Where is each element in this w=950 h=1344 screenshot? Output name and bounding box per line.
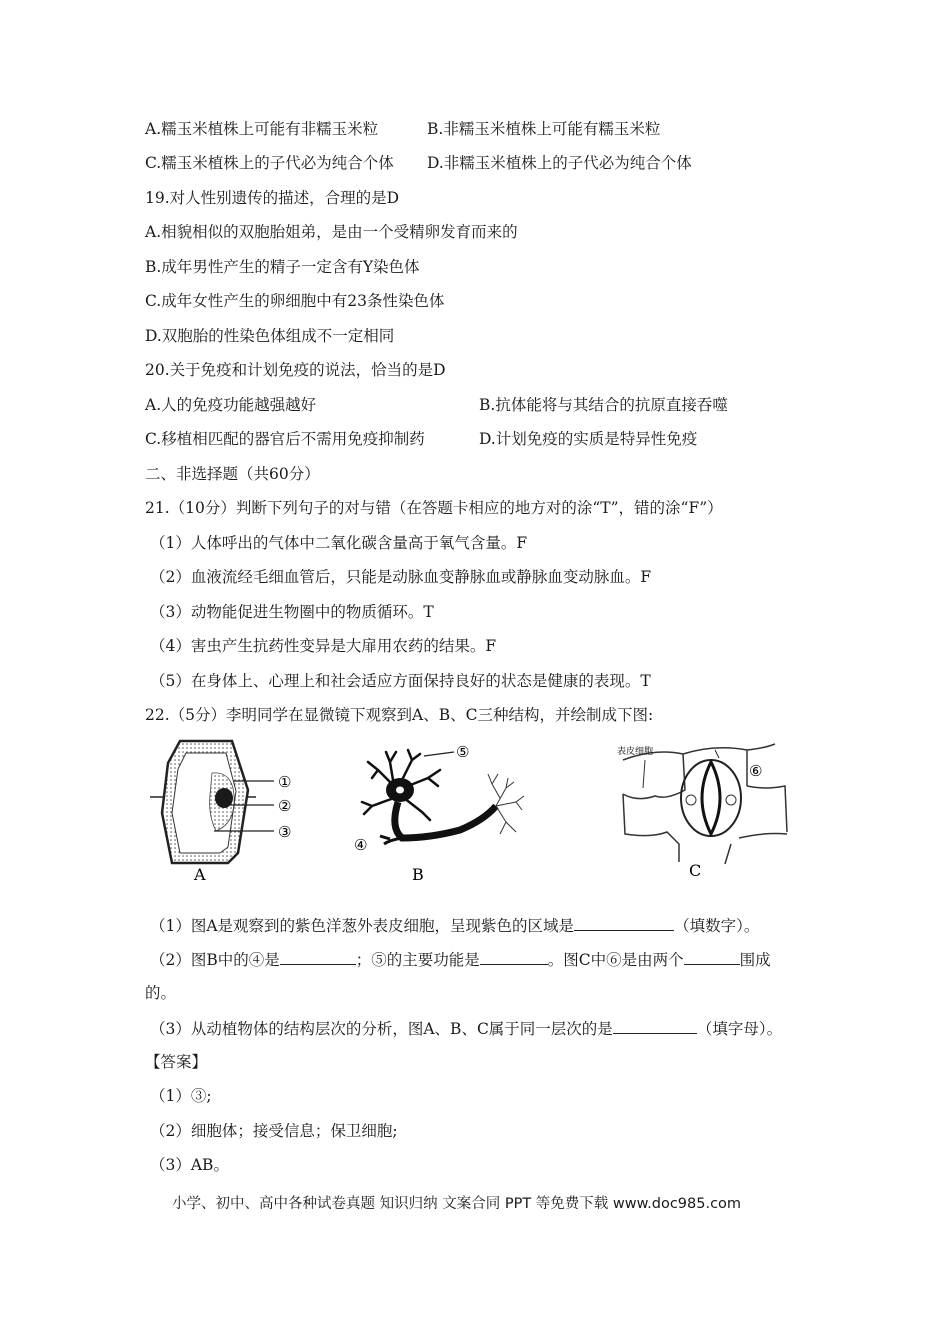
answer-line-1: （1）③; <box>150 1087 212 1105</box>
figure-a-cell <box>150 735 310 885</box>
answer-blank-5[interactable] <box>613 1017 697 1034</box>
q20-option-d: D.计划免疫的实质是特异性免疫 <box>479 430 698 448</box>
label-1: ① <box>278 773 292 791</box>
label-3: ③ <box>278 823 292 841</box>
q20-option-a: A.人的免疫功能越强越好 <box>145 396 317 414</box>
q21-item-4: （4）害虫产生抗药性变异是大扉用农药的结果。F <box>150 637 497 655</box>
q21-item-2: （2）血液流经毛细血管后，只能是动脉血变静脉血或静脉血变动脉血。F <box>150 568 652 586</box>
q20-option-c: C.移植相匹配的器官后不需用免疫抑制药 <box>145 430 425 448</box>
answer-blank-2[interactable] <box>280 948 356 965</box>
label-6: ⑥ <box>749 762 763 780</box>
figure-c-label: C <box>689 861 702 880</box>
q22-part-1: （1）图A是观察到的紫色洋葱外表皮细胞，呈现紫色的区域是 （填数字）。 <box>150 914 759 936</box>
q19-option-d: D.双胞胎的性染色体组成不一定相同 <box>145 327 395 345</box>
q21-stem: 21.（10分）判断下列句子的对与错（在答题卡相应的地方对的涂“T”，错的涂“F”） <box>145 499 723 517</box>
answer-blank-4[interactable] <box>684 948 740 965</box>
q18-option-d: D.非糯玉米植株上的子代必为纯合个体 <box>427 154 692 172</box>
q19-option-b: B.成年男性产生的精子一定含有Y染色体 <box>145 258 420 276</box>
q19-stem: 19.对人性别遗传的描述，合理的是D <box>145 189 400 207</box>
figure-b-neuron <box>350 740 530 885</box>
q19-option-c: C.成年女性产生的卵细胞中有23条性染色体 <box>145 292 445 310</box>
answer-line-3: （3）AB。 <box>150 1156 229 1174</box>
label-2: ② <box>278 797 292 815</box>
answer-blank-3[interactable] <box>480 948 548 965</box>
answer-blank-1[interactable] <box>574 914 674 931</box>
section-heading: 二、非选择题（共60分） <box>145 465 320 483</box>
q22-stem: 22.（5分）李明同学在显微镜下观察到A、B、C三种结构，并绘制成下图: <box>145 706 654 724</box>
q21-item-5: （5）在身体上、心理上和社会适应方面保持良好的状态是健康的表现。T <box>150 672 651 690</box>
figure-b-label: B <box>412 865 424 884</box>
q19-option-a: A.相貌相似的双胞胎姐弟，是由一个受精卵发育而来的 <box>145 223 518 241</box>
q22-part-2: （2）图B中的④是 ；⑤的主要功能是 。图C中⑥是由两个 围成 <box>150 948 771 970</box>
q21-item-3: （3）动物能促进生物圈中的物质循环。T <box>150 603 434 621</box>
figure-c-stomata <box>615 742 795 882</box>
page-footer: 小学、初中、高中各种试卷真题 知识归纳 文案合同 PPT 等免费下载 www.doc985.com <box>172 1196 742 1212</box>
figure-a-label: A <box>194 865 206 884</box>
q18-option-a: A.糯玉米植株上可能有非糯玉米粒 <box>145 120 379 138</box>
q20-option-b: B.抗体能将与其结合的抗原直接吞噬 <box>479 396 728 414</box>
q21-item-1: （1）人体呼出的气体中二氧化碳含量高于氧气含量。F <box>150 534 528 552</box>
label-5: ⑤ <box>456 743 470 761</box>
q18-option-c: C.糯玉米植株上的子代必为纯合个体 <box>145 154 394 172</box>
answer-line-2: （2）细胞体；接受信息；保卫细胞; <box>150 1122 398 1140</box>
q18-option-b: B.非糯玉米植株上可能有糯玉米粒 <box>427 120 661 138</box>
label-epidermal-cell: 表皮细胞 <box>617 747 654 757</box>
answer-heading: 【答案】 <box>145 1053 208 1071</box>
q22-part-3: （3）从动植物体的结构层次的分析，图A、B、C属于同一层次的是 （填字母）。 <box>150 1017 782 1039</box>
label-4: ④ <box>354 836 368 854</box>
q22-part-2-cont: 的。 <box>145 984 177 1002</box>
q20-stem: 20.关于免疫和计划免疫的说法，恰当的是D <box>145 361 446 379</box>
